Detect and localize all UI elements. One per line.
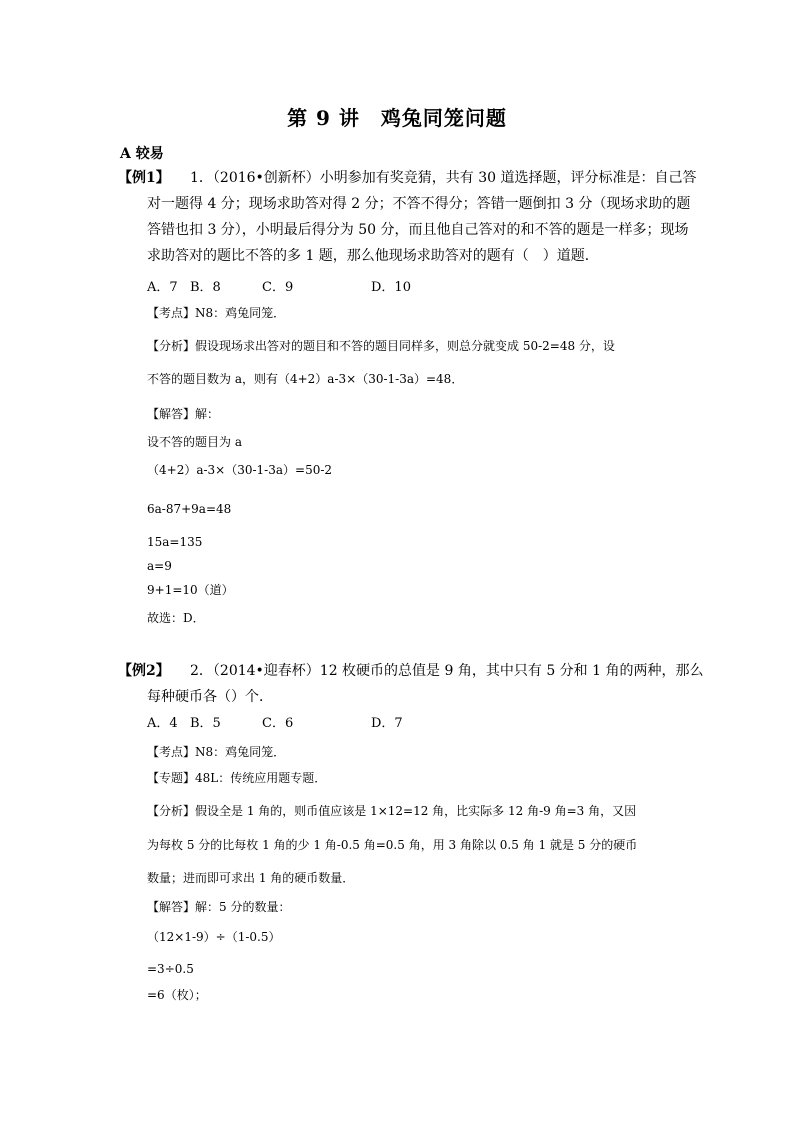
example-1-option-b: B．8 xyxy=(190,280,221,295)
example-2-topic: 【专题】48L：传统应用题专题． xyxy=(147,771,327,785)
example-1-line-2: 对一题得 4 分；现场求助答对得 2 分；不答不得分；答错一题倒扣 3 分（现场求助的题 xyxy=(147,196,691,212)
example-1-option-c: C．9 xyxy=(262,280,294,295)
example-1-line-4: 求助答对的题比不答的多 1 题，那么他现场求助答对的题有（ ）道题． xyxy=(147,248,599,264)
example-2-line-1: 2．（2014•迎春杯）12 枚硬币的总值是 9 角，其中只有 5 分和 1 角的两种，那么 xyxy=(190,663,704,679)
example-1-step-2: （4+2）a-3×（30-1-3a）=50-2 xyxy=(147,463,333,477)
example-2-option-d: D．7 xyxy=(371,716,403,731)
page-title: 第 9 讲 鸡兔同笼问题 xyxy=(287,106,507,130)
example-1-option-a: A．7 xyxy=(147,280,178,295)
example-2-answer-label: 【解答】解：5 分的数量： xyxy=(147,900,291,914)
example-2-kaodian: 【考点】N8：鸡兔同笼． xyxy=(147,745,286,759)
example-1-step-5: a=9 xyxy=(147,559,172,573)
example-1-analysis-line-2: 不答的题目数为 a，则有（4+2）a-3×（30-1-3a）=48． xyxy=(147,372,464,386)
example-2-step-2: =3÷0.5 xyxy=(147,962,194,976)
example-2-option-c: C．6 xyxy=(262,716,294,731)
example-1-step-1: 设不答的题目为 a xyxy=(147,435,242,449)
example-2-label: 【例2】 xyxy=(118,663,170,679)
example-1-line-3: 答错也扣 3 分），小明最后得分为 50 分，而且他自己答对的和不答的题是一样多；现场 xyxy=(147,222,689,238)
example-2-line-2: 每种硬币各（）个． xyxy=(147,689,273,705)
example-2-analysis-line-1: 【分析】假设全是 1 角的，则币值应该是 1×12=12 角，比实际多 12 角-9 角=3 角，又因 xyxy=(147,804,637,818)
example-1-label: 【例1】 xyxy=(118,170,170,186)
example-2-step-1: （12×1-9）÷（1-0.5） xyxy=(147,930,281,944)
example-1-option-d: D．10 xyxy=(371,280,411,295)
example-2-analysis-line-2: 为每枚 5 分的比每枚 1 角的少 1 角-0.5 角=0.5 角，用 3 角除以 0.5 角 1 就是 5 分的硬币 xyxy=(147,838,638,852)
example-2-option-b: B．5 xyxy=(190,716,221,731)
example-1-step-3: 6a-87+9a=48 xyxy=(147,502,232,516)
example-1-analysis-line-1: 【分析】假设现场求出答对的题目和不答的题目同样多，则总分就变成 50-2=48 分，设 xyxy=(147,339,615,353)
example-2-step-3: =6（枚）； xyxy=(147,988,207,1002)
example-1-kaodian: 【考点】N8：鸡兔同笼． xyxy=(147,306,286,320)
example-1-line-1: 1．（2016•创新杯）小明参加有奖竞猜，共有 30 道选择题，评分标准是：自己答 xyxy=(190,170,697,186)
example-1-step-7: 故选：D． xyxy=(147,611,205,625)
example-2-analysis-line-3: 数量；进而即可求出 1 角的硬币数量． xyxy=(147,871,355,885)
example-1-step-6: 9+1=10（道） xyxy=(147,583,234,597)
difficulty-heading: A 较易 xyxy=(120,146,164,162)
example-2-option-a: A．4 xyxy=(147,716,178,731)
example-1-answer-label: 【解答】解： xyxy=(147,407,220,421)
example-1-step-4: 15a=135 xyxy=(147,535,203,549)
